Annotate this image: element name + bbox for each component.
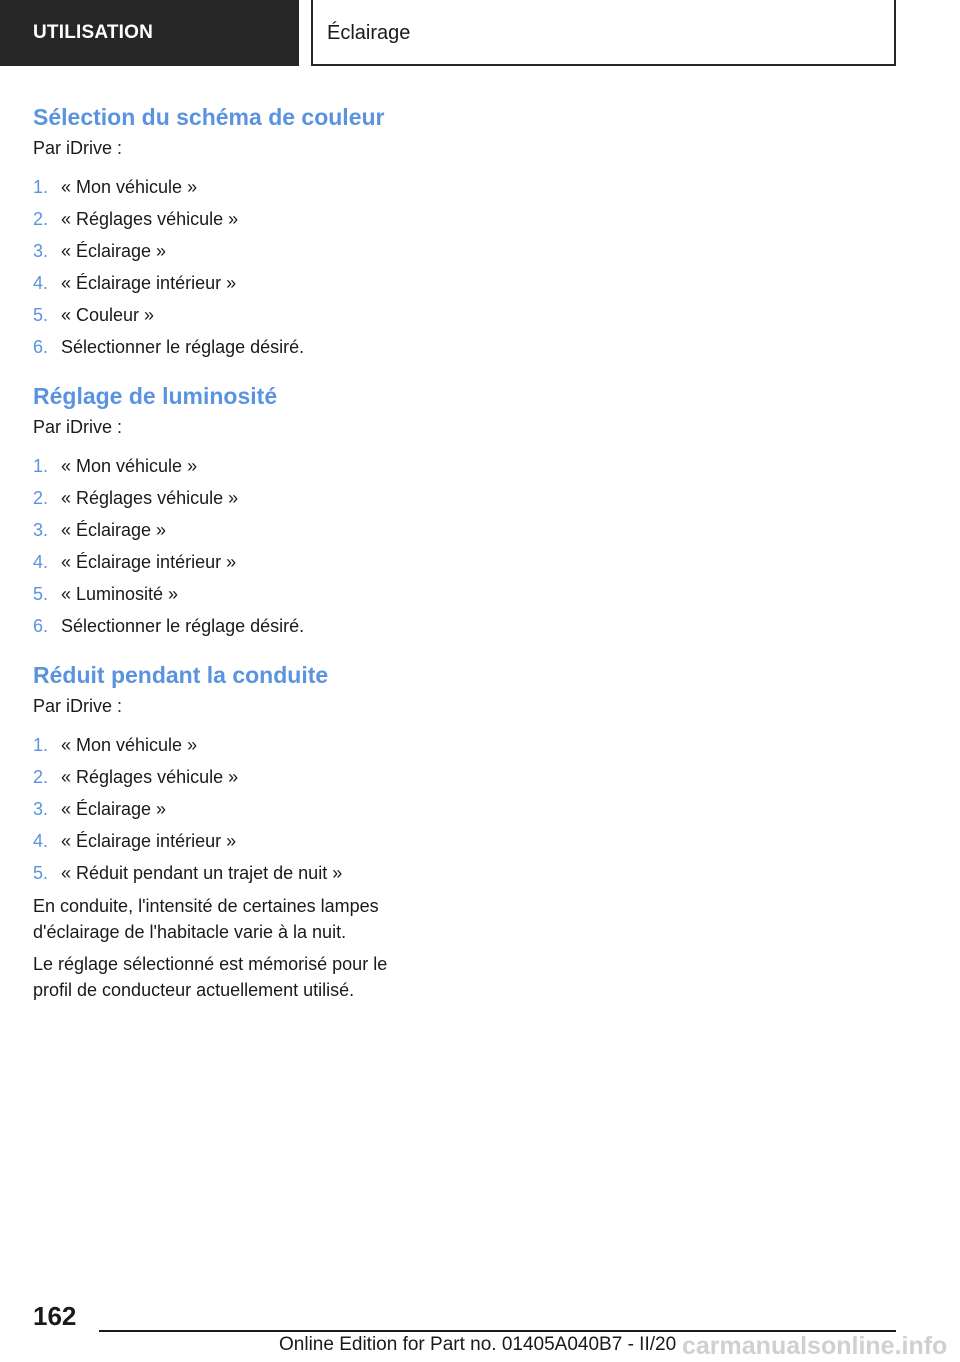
list-item xyxy=(33,610,433,642)
step-number: 2. xyxy=(33,488,49,508)
step-text: « Éclairage intérieur » xyxy=(61,552,237,572)
section-intro: Par iDrive : xyxy=(33,696,123,716)
step-number: 6. xyxy=(33,337,49,357)
list-item xyxy=(33,857,433,889)
step-number: 2. xyxy=(33,209,49,229)
steps-list xyxy=(33,171,433,363)
list-item xyxy=(33,450,433,482)
step-text: Sélectionner le réglage désiré. xyxy=(61,337,305,357)
step-text: « Éclairage intérieur » xyxy=(61,831,237,851)
step-text: « Réduit pendant un trajet de nuit » xyxy=(61,863,343,883)
section-brightness xyxy=(33,379,433,642)
chapter-tab: UTILISATION xyxy=(0,0,299,66)
section-heading: Réglage de luminosité xyxy=(33,383,278,409)
step-text: « Éclairage intérieur » xyxy=(61,273,237,293)
step-number: 4. xyxy=(33,273,49,293)
list-item xyxy=(33,331,433,363)
watermark: carmanualsonline.info xyxy=(682,1332,948,1360)
list-item xyxy=(33,514,433,546)
list-item xyxy=(33,825,433,857)
list-item xyxy=(33,578,433,610)
section-intro: Par iDrive : xyxy=(33,138,123,158)
section-note: Le réglage sélectionné est mémorisé pour le profil de conducteur actuellement utilisé. xyxy=(33,954,388,1000)
step-text: « Réglages véhicule » xyxy=(61,488,239,508)
list-item xyxy=(33,171,433,203)
step-number: 1. xyxy=(33,177,49,197)
page-number: 162 xyxy=(33,1301,77,1331)
step-number: 1. xyxy=(33,735,49,755)
step-text: « Mon véhicule » xyxy=(61,735,198,755)
step-text: Sélectionner le réglage désiré. xyxy=(61,616,305,636)
steps-list xyxy=(33,729,433,889)
step-number: 3. xyxy=(33,520,49,540)
page-header xyxy=(0,0,960,66)
section-note: En conduite, l'intensité de certaines lampes d'éclairage de l'habitacle varie à la nuit. xyxy=(33,896,379,942)
step-number: 6. xyxy=(33,616,49,636)
footer-edition-text: Online Edition for Part no. 01405A040B7 - II/20 xyxy=(279,1334,677,1355)
step-number: 4. xyxy=(33,831,49,851)
step-number: 2. xyxy=(33,767,49,787)
step-text: « Mon véhicule » xyxy=(61,177,198,197)
list-item xyxy=(33,235,433,267)
list-item xyxy=(33,482,433,514)
step-text: « Luminosité » xyxy=(61,584,179,604)
step-number: 5. xyxy=(33,305,49,325)
step-text: « Couleur » xyxy=(61,305,155,325)
section-title-header: Éclairage xyxy=(311,0,896,66)
list-item xyxy=(33,267,433,299)
step-text: « Éclairage » xyxy=(61,799,167,819)
list-item xyxy=(33,729,433,761)
section-color-scheme xyxy=(33,100,433,363)
step-number: 3. xyxy=(33,241,49,261)
section-intro: Par iDrive : xyxy=(33,417,123,437)
step-number: 1. xyxy=(33,456,49,476)
page-content xyxy=(33,100,433,1019)
list-item xyxy=(33,203,433,235)
section-heading: Sélection du schéma de couleur xyxy=(33,104,385,130)
section-heading: Réduit pendant la conduite xyxy=(33,662,329,688)
step-text: « Mon véhicule » xyxy=(61,456,198,476)
step-text: « Éclairage » xyxy=(61,520,167,540)
list-item xyxy=(33,546,433,578)
section-reduced-driving xyxy=(33,658,433,1003)
list-item xyxy=(33,299,433,331)
steps-list xyxy=(33,450,433,642)
step-number: 5. xyxy=(33,863,49,883)
step-text: « Éclairage » xyxy=(61,241,167,261)
list-item xyxy=(33,761,433,793)
list-item xyxy=(33,793,433,825)
step-text: « Réglages véhicule » xyxy=(61,209,239,229)
step-number: 5. xyxy=(33,584,49,604)
step-text: « Réglages véhicule » xyxy=(61,767,239,787)
step-number: 3. xyxy=(33,799,49,819)
step-number: 4. xyxy=(33,552,49,572)
